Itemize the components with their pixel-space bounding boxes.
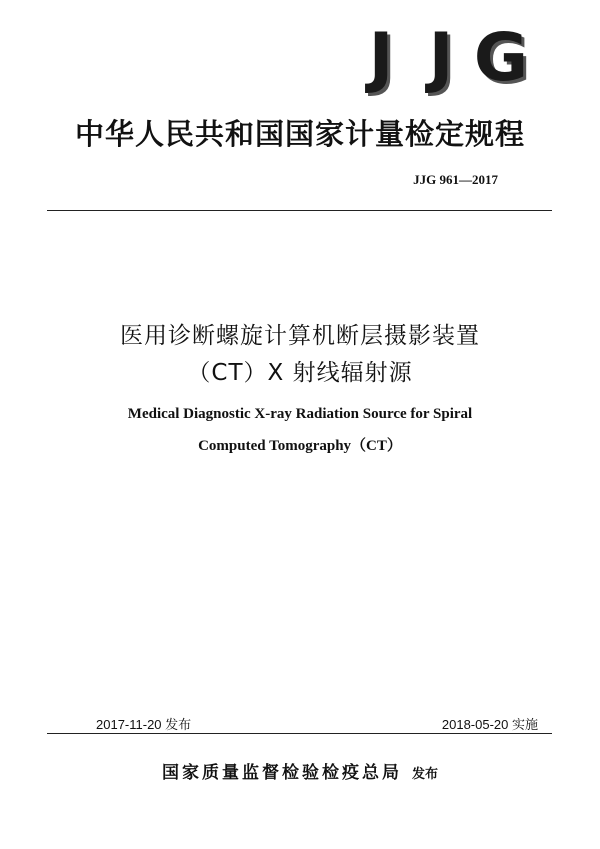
chinese-title-line-2: （CT）X 射线辐射源	[187, 360, 413, 386]
english-title-line-2: Computed Tomography（CT）	[198, 438, 402, 454]
english-title-line-1: Medical Diagnostic X-ray Radiation Source for Spiral	[127, 406, 473, 422]
implementation-date: 2018-05-20 实施	[441, 717, 538, 732]
chinese-title-line-1: 医用诊断螺旋计算机断层摄影装置	[120, 323, 480, 349]
logo-letter-1: J	[368, 19, 392, 96]
bottom-divider	[47, 733, 552, 734]
publisher-suffix: 发布	[411, 767, 438, 782]
logo-letter-2: J	[428, 19, 452, 96]
jjg-logo	[352, 20, 528, 96]
publisher-name: 国家质量监督检验检疫总局	[161, 763, 402, 783]
top-divider	[47, 210, 552, 211]
logo-letter-3: G	[473, 19, 527, 96]
issuing-authority-heading: 中华人民共和国国家计量检定规程	[74, 117, 525, 151]
standard-code: JJG 961—2017	[413, 172, 498, 187]
publisher-line	[0, 758, 600, 783]
issue-date: 2017-11-20 发布	[96, 717, 192, 732]
